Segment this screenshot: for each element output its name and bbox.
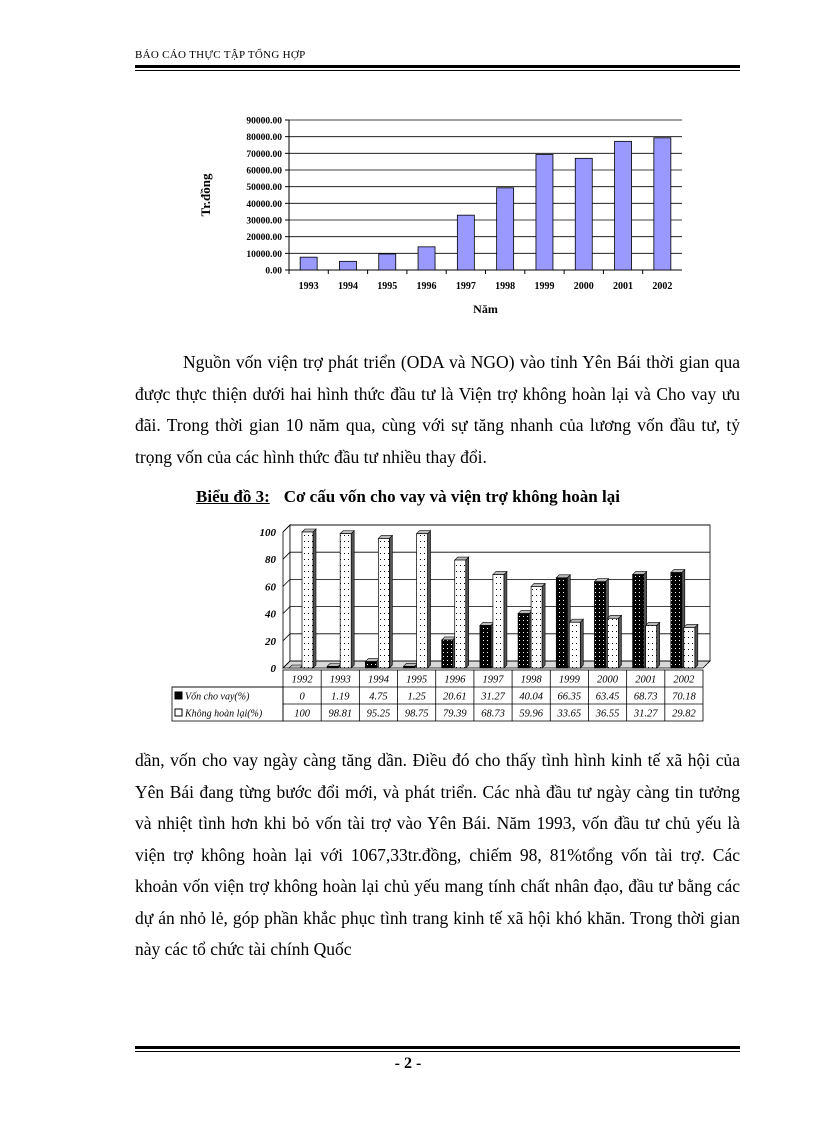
chart2-bar-loan (404, 663, 418, 668)
chart2-legend-grant: Không hoàn lại(%) (185, 708, 263, 720)
figure-caption (0, 487, 816, 507)
chart1-bar (654, 138, 671, 270)
chart1-xtick-label: 1994 (337, 281, 358, 292)
chart2-loan-value: 20.61 (443, 691, 467, 703)
chart2-grant-value: 36.55 (595, 708, 620, 720)
chart2-category-label: 1996 (444, 674, 466, 686)
chart2-loan-value: 4.75 (369, 691, 388, 703)
chart2-bar-grant (646, 622, 660, 668)
chart1-xtick-label: 1993 (298, 281, 319, 292)
chart1-ytick-label: 90000.00 (246, 116, 282, 127)
chart-capital-structure (170, 515, 730, 735)
chart2-grant-value: 100 (294, 708, 310, 720)
header-rule-thin (135, 70, 740, 71)
chart2-ytick-label: 80 (265, 554, 276, 567)
chart2-category-label: 1994 (367, 674, 389, 686)
chart2-loan-value: 1.25 (407, 691, 426, 703)
chart1-xtick-label: 2001 (613, 281, 634, 292)
chart2-loan-value: 66.35 (557, 691, 582, 703)
chart1-xtick-label: 1995 (377, 281, 398, 292)
chart2-legend-key-loan (175, 692, 182, 699)
chart1-xtick-label: 1998 (495, 281, 516, 292)
chart2-bar-loan (518, 611, 532, 668)
page-number: - 2 - (394, 1055, 422, 1072)
chart2-bar-loan (594, 579, 608, 668)
chart1-bar (615, 141, 632, 270)
caption-lead: Biểu đồ 3: (196, 487, 270, 506)
chart2-loan-value: 63.45 (595, 691, 620, 703)
chart-annual-capital (180, 105, 700, 325)
chart2-bar-grant (569, 619, 583, 668)
chart2-ytick-label: 100 (259, 527, 276, 539)
chart2-grant-value: 33.65 (557, 708, 582, 720)
chart2-category-label: 1997 (482, 674, 504, 686)
chart1-bar (418, 247, 435, 270)
chart2-bar-loan (556, 575, 570, 668)
chart1-ytick-label: 40000.00 (246, 199, 282, 210)
caption-text: Cơ cấu vốn cho vay và viện trợ không hoàn lại (283, 487, 620, 506)
chart1-ylabel: Tr.đồng (198, 173, 213, 217)
chart1-xtick-label: 1999 (534, 281, 555, 292)
chart2-sidewall (283, 525, 290, 668)
chart2-ytick-label: 20 (265, 635, 276, 648)
chart2-legend-loan: Vốn cho vay(%) (185, 691, 250, 703)
chart1-xtick-label: 2000 (573, 281, 594, 292)
chart2-ytick-label: 40 (265, 608, 276, 621)
chart2-category-label: 1999 (558, 674, 580, 686)
chart1-ytick-label: 20000.00 (246, 233, 282, 244)
chart2-bar-loan (633, 572, 647, 668)
chart2-bar-grant (302, 529, 316, 668)
header-rule-thick (135, 65, 740, 68)
chart2-loan-value: 68.73 (633, 691, 658, 703)
chart1-ytick-label: 50000.00 (246, 183, 282, 194)
chart1-bar (497, 188, 514, 270)
chart2-bar-loan (365, 659, 379, 668)
chart2-loan-value: 31.27 (481, 691, 505, 703)
chart2-grant-value: 29.82 (672, 708, 696, 720)
chart2-bar-grant (378, 535, 392, 668)
chart2-ytick-label: 0 (270, 663, 276, 675)
chart1-bar (536, 155, 553, 271)
chart2-legend-key-grant (175, 709, 182, 716)
chart1-ytick-label: 60000.00 (246, 166, 282, 177)
chart2-category-label: 2001 (635, 674, 657, 686)
chart2-grant-value: 79.39 (443, 708, 467, 720)
footer-rule-thin (135, 1051, 740, 1052)
chart2-bar-loan (671, 570, 685, 668)
chart1-bar (300, 257, 317, 270)
chart2-category-label: 1993 (329, 674, 351, 686)
paragraph-intro: Nguồn vốn viện trợ phát triển (ODA và NGO) vào tỉnh Yên Bái thời gian qua được thực thiện dưới hai hình thức đầu tư là Viện trợ không hoàn lại và Cho vay ưu đãi. Trong thời gian 10 năm qua, cùng với sự tăng nhanh của lương vốn đầu tư, tỷ trọng vốn của các hình thức đầu tư nhiều thay đổi. (135, 352, 740, 467)
chart2-grant-value: 59.96 (519, 708, 543, 720)
chart2-loan-value: 0 (299, 691, 305, 703)
chart2-loan-value: 40.04 (519, 691, 543, 703)
chart1-xtick-label: 1996 (416, 281, 437, 292)
chart2-bar-grant (607, 615, 621, 668)
chart2-grant-value: 95.25 (366, 708, 391, 720)
chart2-category-label: 2000 (597, 674, 619, 686)
paragraph-analysis: dần, vốn cho vay ngày càng tăng dần. Điều đó cho thấy tình hình kinh tế xã hội của Yên Bái đang từng bước đổi mới, và phát triển. Các nhà đầu tư ngày càng tin tưởng và nhiệt tình hơn khi bỏ vốn tài trợ vào Yên Bái. Năm 1993, vốn đầu tư chủ yếu là viện trợ không hoàn lại với 1067,33tr.đồng, chiếm 98, 81%tổng vốn tài trợ. Các khoản vốn viện trợ không hoàn lại chủ yếu mang tính chất nhân đạo, đầu tư bằng các dự án nhỏ lẻ, góp phần khắc phục tình trang kinh tế xã hội khó khăn. Trong thời gian này các tổ chức tài chính Quốc (135, 750, 740, 959)
chart1-ytick-label: 30000.00 (246, 216, 282, 227)
chart2-bar-loan (442, 637, 456, 668)
chart2-grant-value: 98.81 (328, 708, 353, 720)
chart1-xlabel: Năm (473, 302, 498, 316)
chart1-ytick-label: 0.00 (265, 266, 282, 277)
chart2-grant-value: 98.75 (404, 708, 429, 720)
chart2-bar-grant (684, 624, 698, 668)
chart2-bar-loan (327, 663, 341, 668)
chart2-bar-grant (455, 557, 469, 668)
chart1-ytick-label: 10000.00 (246, 249, 282, 260)
chart2-bar-grant (340, 531, 354, 668)
page-header: BÁO CÁO THỰC TẬP TỔNG HỢP (135, 49, 306, 61)
chart1-bar (575, 158, 592, 270)
chart2-category-label: 1998 (520, 674, 542, 686)
chart2-loan-value: 70.18 (672, 691, 696, 703)
chart1-ytick-label: 70000.00 (246, 149, 282, 160)
chart2-category-label: 1995 (406, 674, 428, 686)
chart2-bar-grant (493, 572, 507, 668)
chart2-ytick-label: 60 (265, 581, 276, 594)
chart1-bar (379, 254, 396, 270)
chart2-grant-value: 68.73 (481, 708, 505, 720)
chart2-grant-value: 31.27 (633, 708, 658, 720)
chart2-bar-loan (480, 622, 494, 668)
chart1-xtick-label: 2002 (652, 281, 673, 292)
footer-rule-thick (135, 1046, 740, 1049)
chart2-bar-grant (531, 583, 545, 668)
chart2-category-label: 1992 (291, 674, 313, 686)
chart2-category-label: 2002 (673, 674, 695, 686)
chart1-bar (339, 261, 356, 270)
chart2-bar-grant (417, 531, 431, 668)
chart2-loan-value: 1.19 (331, 691, 350, 703)
chart1-xtick-label: 1997 (455, 281, 476, 292)
chart1-bar (457, 215, 474, 270)
chart1-ytick-label: 80000.00 (246, 133, 282, 144)
